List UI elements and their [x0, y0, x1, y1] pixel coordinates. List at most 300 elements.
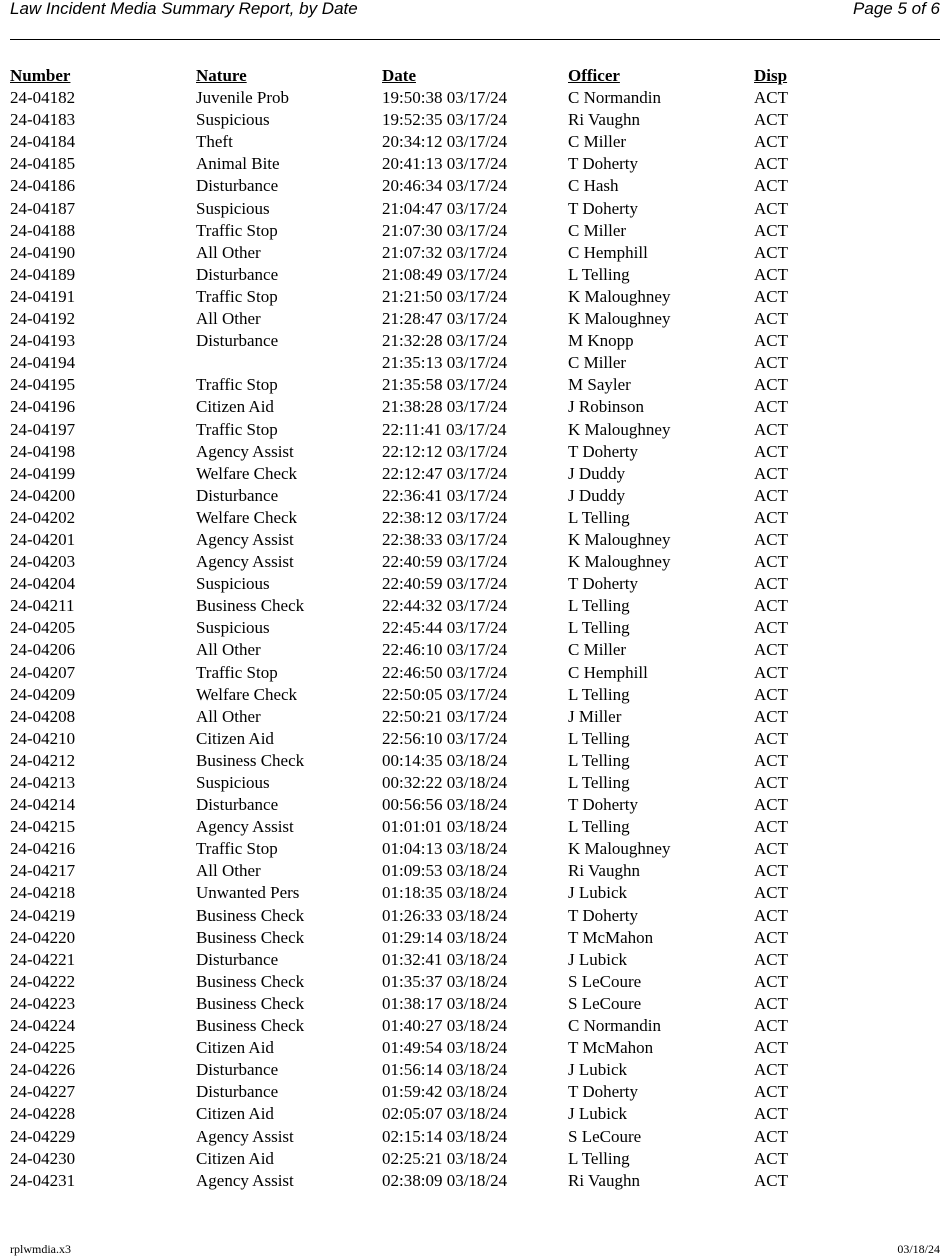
cell-officer: T Doherty: [568, 198, 639, 218]
cell-disp: ACT: [754, 176, 788, 196]
cell-officer: C Normandin: [568, 1016, 662, 1036]
cell-nature: All Other: [196, 861, 261, 881]
cell-officer: L Telling: [568, 618, 630, 638]
cell-officer: C Hash: [568, 176, 619, 196]
cell-officer: L Telling: [568, 773, 630, 792]
cell-nature: Welfare Check: [196, 463, 298, 483]
cell-officer: L Telling: [568, 817, 630, 837]
table-row: [10, 131, 940, 153]
cell-nature: All Other: [196, 640, 261, 660]
cell-date: 21:35:13 03/17/24: [382, 353, 508, 373]
cell-nature: Traffic Stop: [196, 839, 278, 859]
table-row: [10, 330, 940, 352]
cell-nature: Citizen Aid: [196, 1148, 274, 1168]
cell-date: 22:44:32 03/17/24: [382, 596, 508, 616]
cell-date: 22:38:12 03/17/24: [382, 507, 508, 527]
cell-disp: ACT: [754, 993, 788, 1013]
cell-disp: ACT: [754, 154, 788, 174]
table-row: [10, 905, 940, 927]
table-row: [10, 949, 940, 971]
table-row: [10, 1015, 940, 1037]
cell-number: 24-04223: [10, 993, 76, 1013]
cell-number: 24-04207: [10, 662, 76, 682]
cell-nature: Disturbance: [196, 331, 279, 351]
cell-disp: ACT: [754, 397, 788, 417]
table-row: [10, 352, 940, 374]
cell-nature: Disturbance: [196, 949, 279, 969]
cell-disp: ACT: [754, 375, 788, 395]
cell-date: 01:29:14 03/18/24: [382, 927, 508, 947]
cell-number: 24-04198: [10, 441, 76, 461]
cell-number: 24-04196: [10, 397, 76, 417]
cell-officer: Ri Vaughn: [568, 110, 640, 130]
table-row: [10, 1059, 940, 1081]
cell-nature: Business Check: [196, 750, 305, 770]
cell-number: 24-04189: [10, 264, 76, 284]
cell-officer: C Normandin: [568, 88, 662, 108]
cell-number: 24-04208: [10, 706, 76, 726]
cell-officer: K Maloughney: [568, 286, 671, 306]
cell-disp: ACT: [754, 463, 788, 483]
cell-nature: All Other: [196, 309, 261, 329]
cell-officer: C Hemphill: [568, 662, 648, 682]
table-row: [10, 109, 940, 131]
cell-date: 21:07:32 03/17/24: [382, 242, 508, 262]
cell-date: 02:05:07 03/18/24: [382, 1104, 508, 1124]
cell-disp: ACT: [754, 927, 788, 947]
cell-date: 22:45:44 03/17/24: [382, 618, 508, 638]
cell-date: 01:01:01 03/18/24: [382, 817, 508, 837]
cell-officer: J Lubick: [568, 1060, 628, 1080]
cell-number: 24-04193: [10, 331, 76, 351]
cell-date: 22:38:33 03/17/24: [382, 529, 508, 549]
cell-nature: Business Check: [196, 927, 305, 947]
cell-number: 24-04221: [10, 949, 76, 969]
cell-officer: K Maloughney: [568, 552, 671, 572]
cell-disp: ACT: [754, 132, 788, 152]
cell-date: 01:49:54 03/18/24: [382, 1038, 508, 1058]
cell-number: 24-04182: [10, 88, 76, 108]
cell-disp: ACT: [754, 750, 788, 770]
cell-number: 24-04213: [10, 773, 76, 792]
table-row: [10, 993, 940, 1015]
cell-number: 24-04197: [10, 419, 76, 439]
cell-date: 21:28:47 03/17/24: [382, 309, 508, 329]
cell-officer: L Telling: [568, 1148, 630, 1168]
table-row: [10, 573, 940, 595]
cell-officer: J Duddy: [568, 485, 626, 505]
table-row: [10, 1148, 940, 1170]
table-row: [10, 684, 940, 706]
cell-officer: Ri Vaughn: [568, 861, 640, 881]
cell-number: 24-04192: [10, 309, 76, 329]
cell-number: 24-04226: [10, 1060, 76, 1080]
cell-date: 01:09:53 03/18/24: [382, 861, 508, 881]
cell-officer: T Doherty: [568, 795, 639, 815]
cell-disp: ACT: [754, 949, 788, 969]
cell-nature: Suspicious: [196, 773, 270, 792]
cell-officer: L Telling: [568, 596, 630, 616]
cell-disp: ACT: [754, 905, 788, 925]
cell-date: 01:59:42 03/18/24: [382, 1082, 508, 1102]
cell-officer: L Telling: [568, 728, 630, 748]
cell-disp: ACT: [754, 529, 788, 549]
table-row: [10, 1126, 940, 1148]
cell-date: 21:04:47 03/17/24: [382, 198, 508, 218]
cell-date: 20:41:13 03/17/24: [382, 154, 508, 174]
cell-date: 01:35:37 03/18/24: [382, 971, 508, 991]
cell-nature: Citizen Aid: [196, 728, 274, 748]
table-body: [10, 87, 940, 1192]
cell-number: 24-04184: [10, 132, 76, 152]
cell-officer: T McMahon: [568, 927, 654, 947]
cell-number: 24-04186: [10, 176, 76, 196]
cell-disp: ACT: [754, 264, 788, 284]
cell-nature: Agency Assist: [196, 441, 294, 461]
cell-date: 01:40:27 03/18/24: [382, 1016, 508, 1036]
cell-date: 21:35:58 03/17/24: [382, 375, 508, 395]
cell-date: 02:15:14 03/18/24: [382, 1126, 508, 1146]
cell-date: 01:56:14 03/18/24: [382, 1060, 508, 1080]
cell-disp: ACT: [754, 1038, 788, 1058]
cell-disp: ACT: [754, 817, 788, 837]
table-row: [10, 595, 940, 617]
table-row: [10, 662, 940, 684]
table-header-row: [10, 65, 940, 87]
cell-nature: Disturbance: [196, 176, 279, 196]
cell-officer: L Telling: [568, 507, 630, 527]
cell-disp: ACT: [754, 88, 788, 108]
cell-disp: ACT: [754, 1148, 788, 1168]
cell-disp: ACT: [754, 353, 788, 373]
cell-date: 22:46:10 03/17/24: [382, 640, 508, 660]
cell-officer: J Duddy: [568, 463, 626, 483]
cell-officer: J Lubick: [568, 883, 628, 903]
cell-nature: Suspicious: [196, 198, 270, 218]
table-row: [10, 816, 940, 838]
cell-disp: ACT: [754, 1170, 788, 1190]
cell-number: 24-04200: [10, 485, 76, 505]
cell-date: 01:32:41 03/18/24: [382, 949, 508, 969]
cell-officer: S LeCoure: [568, 1126, 642, 1146]
cell-date: 21:07:30 03/17/24: [382, 220, 508, 240]
cell-nature: Agency Assist: [196, 552, 294, 572]
cell-nature: Theft: [196, 132, 233, 152]
cell-nature: Citizen Aid: [196, 397, 274, 417]
page-indicator: Page 5 of 6: [853, 0, 940, 18]
table-row: [10, 882, 940, 904]
cell-nature: All Other: [196, 706, 261, 726]
cell-nature: Business Check: [196, 1016, 305, 1036]
table-row: [10, 153, 940, 175]
cell-number: 24-04218: [10, 883, 76, 903]
cell-officer: C Miller: [568, 132, 627, 152]
cell-disp: ACT: [754, 1060, 788, 1080]
cell-nature: Business Check: [196, 905, 305, 925]
table-row: [10, 463, 940, 485]
cell-nature: Traffic Stop: [196, 220, 278, 240]
table-row: [10, 1081, 940, 1103]
cell-officer: T Doherty: [568, 905, 639, 925]
cell-officer: J Robinson: [568, 397, 645, 417]
cell-date: 22:11:41 03/17/24: [382, 419, 507, 439]
cell-nature: Agency Assist: [196, 817, 294, 837]
column-header-officer: Officer: [568, 66, 620, 85]
cell-disp: ACT: [754, 861, 788, 881]
cell-officer: C Miller: [568, 353, 627, 373]
cell-nature: Disturbance: [196, 1060, 279, 1080]
column-header-date: Date: [382, 66, 416, 85]
table-row: [10, 175, 940, 197]
table-row: [10, 1037, 940, 1059]
cell-officer: T McMahon: [568, 1038, 654, 1058]
cell-number: 24-04222: [10, 971, 76, 991]
cell-officer: J Miller: [568, 706, 622, 726]
cell-disp: ACT: [754, 309, 788, 329]
cell-disp: ACT: [754, 220, 788, 240]
cell-number: 24-04227: [10, 1082, 76, 1102]
cell-nature: Suspicious: [196, 110, 270, 130]
cell-disp: ACT: [754, 110, 788, 130]
cell-officer: J Lubick: [568, 1104, 628, 1124]
table-row: [10, 507, 940, 529]
cell-disp: ACT: [754, 574, 788, 594]
table-row: [10, 419, 940, 441]
cell-date: 19:50:38 03/17/24: [382, 88, 508, 108]
cell-disp: ACT: [754, 883, 788, 903]
report-header: [10, 0, 940, 24]
cell-officer: L Telling: [568, 684, 630, 704]
cell-officer: T Doherty: [568, 441, 639, 461]
cell-nature: Business Check: [196, 993, 305, 1013]
table-row: [10, 706, 940, 728]
cell-date: 22:12:12 03/17/24: [382, 441, 508, 461]
table-row: [10, 264, 940, 286]
cell-date: 01:26:33 03/18/24: [382, 905, 508, 925]
cell-officer: K Maloughney: [568, 309, 671, 329]
table-row: [10, 308, 940, 330]
table-row: [10, 441, 940, 463]
cell-nature: Traffic Stop: [196, 662, 278, 682]
table-row: [10, 551, 940, 573]
cell-date: 21:32:28 03/17/24: [382, 331, 508, 351]
cell-disp: ACT: [754, 773, 788, 792]
cell-number: 24-04199: [10, 463, 76, 483]
cell-nature: Agency Assist: [196, 529, 294, 549]
cell-disp: ACT: [754, 1082, 788, 1102]
column-header-number: Number: [10, 66, 71, 85]
cell-disp: ACT: [754, 596, 788, 616]
cell-nature: Disturbance: [196, 795, 279, 815]
cell-disp: ACT: [754, 507, 788, 527]
cell-officer: L Telling: [568, 750, 630, 770]
cell-disp: ACT: [754, 640, 788, 660]
table-row: [10, 1170, 940, 1192]
cell-officer: C Miller: [568, 220, 627, 240]
cell-date: 00:14:35 03/18/24: [382, 750, 508, 770]
cell-nature: Disturbance: [196, 264, 279, 284]
column-header-disp: Disp: [754, 66, 788, 85]
cell-disp: ACT: [754, 419, 788, 439]
cell-date: 20:46:34 03/17/24: [382, 176, 508, 196]
cell-disp: ACT: [754, 286, 788, 306]
cell-nature: Agency Assist: [196, 1170, 294, 1190]
cell-nature: Traffic Stop: [196, 375, 278, 395]
report-title: Law Incident Media Summary Report, by Date: [10, 0, 358, 18]
table-row: [10, 1103, 940, 1125]
cell-date: 22:40:59 03/17/24: [382, 574, 508, 594]
cell-date: 00:56:56 03/18/24: [382, 795, 508, 815]
cell-date: 21:08:49 03/17/24: [382, 264, 508, 284]
table-row: [10, 728, 940, 750]
cell-nature: [196, 352, 382, 374]
cell-date: 02:38:09 03/18/24: [382, 1170, 508, 1190]
cell-officer: M Sayler: [568, 375, 631, 395]
cell-number: 24-04225: [10, 1038, 76, 1058]
cell-officer: S LeCoure: [568, 993, 642, 1013]
table-header: [10, 65, 940, 87]
table-row: [10, 286, 940, 308]
incident-table: [10, 65, 940, 1192]
cell-nature: All Other: [196, 242, 261, 262]
cell-officer: T Doherty: [568, 1082, 639, 1102]
cell-nature: Business Check: [196, 596, 305, 616]
cell-nature: Disturbance: [196, 1082, 279, 1102]
cell-officer: T Doherty: [568, 154, 639, 174]
cell-disp: ACT: [754, 198, 788, 218]
cell-number: 24-04204: [10, 574, 76, 594]
cell-disp: ACT: [754, 552, 788, 572]
table-row: [10, 860, 940, 882]
cell-disp: ACT: [754, 1104, 788, 1124]
cell-number: 24-04228: [10, 1104, 76, 1124]
table-row: [10, 838, 940, 860]
cell-date: 01:18:35 03/18/24: [382, 883, 508, 903]
cell-disp: ACT: [754, 795, 788, 815]
cell-date: 00:32:22 03/18/24: [382, 773, 508, 792]
cell-number: 24-04203: [10, 552, 76, 572]
cell-disp: ACT: [754, 839, 788, 859]
cell-disp: ACT: [754, 331, 788, 351]
cell-officer: K Maloughney: [568, 529, 671, 549]
cell-disp: ACT: [754, 684, 788, 704]
cell-number: 24-04210: [10, 728, 76, 748]
cell-disp: ACT: [754, 485, 788, 505]
cell-date: 22:56:10 03/17/24: [382, 728, 508, 748]
cell-disp: ACT: [754, 1126, 788, 1146]
table-row: [10, 374, 940, 396]
cell-number: 24-04205: [10, 618, 76, 638]
cell-number: 24-04183: [10, 110, 76, 130]
table-row: [10, 485, 940, 507]
cell-number: 24-04194: [10, 353, 76, 373]
column-header-nature: Nature: [196, 66, 247, 85]
cell-date: 19:52:35 03/17/24: [382, 110, 508, 130]
cell-nature: Agency Assist: [196, 1126, 294, 1146]
cell-disp: ACT: [754, 971, 788, 991]
cell-officer: C Miller: [568, 640, 627, 660]
cell-nature: Animal Bite: [196, 154, 280, 174]
cell-nature: Traffic Stop: [196, 286, 278, 306]
cell-number: 24-04217: [10, 861, 76, 881]
table-row: [10, 242, 940, 264]
table-row: [10, 220, 940, 242]
cell-number: 24-04211: [10, 596, 75, 616]
cell-officer: T Doherty: [568, 574, 639, 594]
cell-nature: Business Check: [196, 971, 305, 991]
cell-officer: M Knopp: [568, 331, 634, 351]
cell-date: 21:38:28 03/17/24: [382, 397, 508, 417]
cell-nature: Suspicious: [196, 574, 270, 594]
cell-officer: L Telling: [568, 264, 630, 284]
cell-number: 24-04229: [10, 1126, 76, 1146]
cell-date: 01:04:13 03/18/24: [382, 839, 508, 859]
cell-disp: ACT: [754, 728, 788, 748]
cell-officer: C Hemphill: [568, 242, 648, 262]
table-row: [10, 927, 940, 949]
cell-number: 24-04185: [10, 154, 76, 174]
table-row: [10, 617, 940, 639]
cell-nature: Citizen Aid: [196, 1104, 274, 1124]
cell-number: 24-04201: [10, 529, 76, 549]
header-divider: [10, 39, 940, 40]
table-row: [10, 396, 940, 418]
cell-number: 24-04230: [10, 1148, 76, 1168]
cell-nature: Welfare Check: [196, 684, 298, 704]
cell-date: 22:46:50 03/17/24: [382, 662, 508, 682]
table-row: [10, 772, 940, 794]
cell-number: 24-04190: [10, 242, 76, 262]
cell-number: 24-04209: [10, 684, 76, 704]
cell-date: 22:50:05 03/17/24: [382, 684, 508, 704]
cell-number: 24-04195: [10, 375, 76, 395]
report-file-name: rplwmdia.x3: [10, 1242, 71, 1256]
cell-number: 24-04187: [10, 198, 76, 218]
cell-disp: ACT: [754, 662, 788, 682]
cell-disp: ACT: [754, 441, 788, 461]
cell-number: 24-04212: [10, 750, 76, 770]
cell-officer: K Maloughney: [568, 419, 671, 439]
table-row: [10, 794, 940, 816]
cell-nature: Suspicious: [196, 618, 270, 638]
cell-date: 20:34:12 03/17/24: [382, 132, 508, 152]
cell-disp: ACT: [754, 242, 788, 262]
cell-number: 24-04202: [10, 507, 76, 527]
table-row: [10, 750, 940, 772]
cell-number: 24-04220: [10, 927, 76, 947]
cell-number: 24-04219: [10, 905, 76, 925]
cell-nature: Disturbance: [196, 485, 279, 505]
cell-officer: S LeCoure: [568, 971, 642, 991]
cell-nature: Unwanted Pers: [196, 883, 300, 903]
table-row: [10, 198, 940, 220]
report-print-date: 03/18/24: [897, 1242, 940, 1256]
cell-disp: ACT: [754, 618, 788, 638]
cell-date: 22:12:47 03/17/24: [382, 463, 508, 483]
cell-officer: K Maloughney: [568, 839, 671, 859]
cell-number: 24-04215: [10, 817, 76, 837]
report-footer: [10, 1242, 940, 1256]
table-row: [10, 529, 940, 551]
cell-disp: ACT: [754, 1016, 788, 1036]
cell-date: 01:38:17 03/18/24: [382, 993, 508, 1013]
cell-number: 24-04206: [10, 640, 76, 660]
cell-officer: J Lubick: [568, 949, 628, 969]
cell-number: 24-04224: [10, 1016, 76, 1036]
cell-officer: Ri Vaughn: [568, 1170, 640, 1190]
cell-nature: Citizen Aid: [196, 1038, 274, 1058]
table-row: [10, 639, 940, 661]
